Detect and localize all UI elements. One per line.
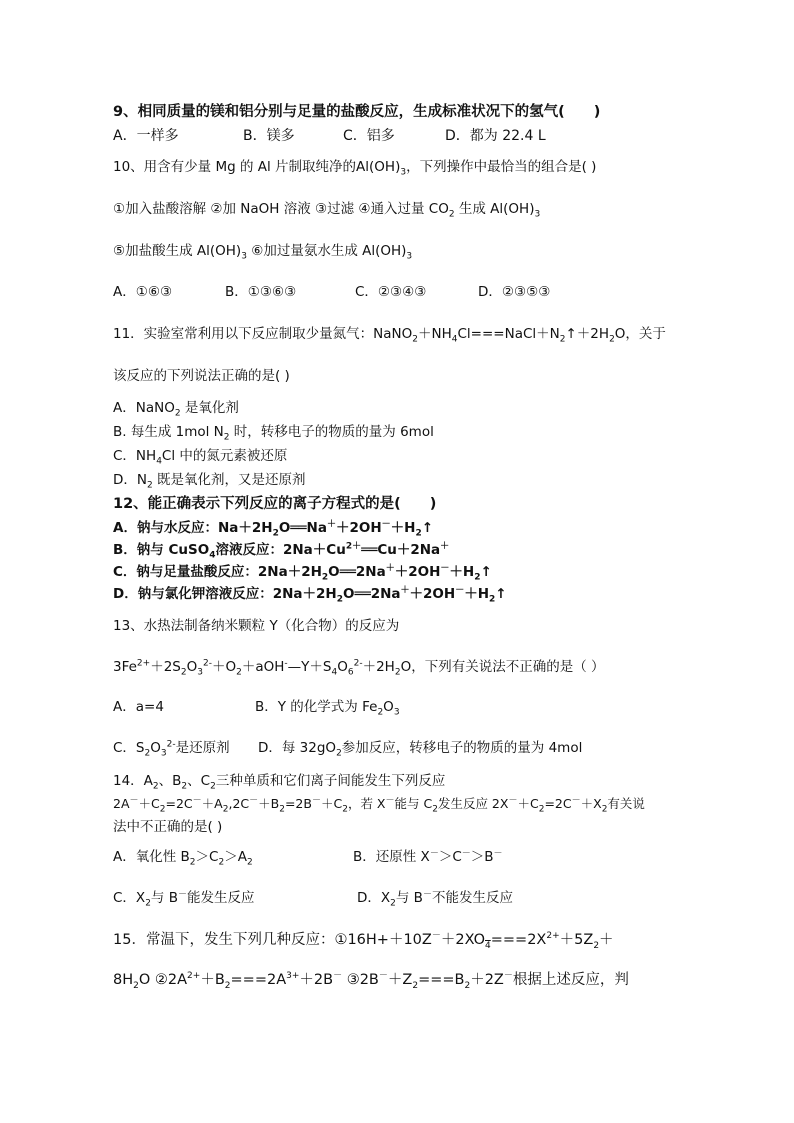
q14-stem-3: 法中不正确的是( ) [113, 819, 223, 835]
q12-option-a[interactable]: A．钠与水反应：$Na+2H_2O══Na^++2OH^-+H_2↑$ [113, 519, 434, 539]
q13-option-d[interactable]: D．每 $32gO_2$参加反应，转移电子的物质的量为 4mol [258, 740, 583, 759]
q10-stem: 10、用含有少量 Mg 的 Al 片制取纯净的$Al(OH)_3$，下列操作中最恰当的组合是( ) [113, 159, 597, 178]
q14-options-cd [113, 889, 513, 907]
q14-stem: 14．$A_2$、$B_2$、$C_2$三种单质和它们离子间能发生下列反应 [113, 773, 446, 792]
q14-option-b[interactable]: B．还原性 X－＞C－＞B－ [353, 848, 503, 865]
q13-option-b[interactable]: B．Y 的化学式为 $Fe_2O_3$ [255, 699, 400, 718]
q10-option-d[interactable]: D．②③⑤③ [478, 284, 551, 300]
q15-line-2: $8H_2O$ $②2A^{2+}+B_2===2A^{3+}+2B^-$ $③2B^-+Z_2===B_2+2Z^-$根据上述反应，判 [113, 971, 629, 991]
q9-option-a[interactable]: A．一样多 [113, 128, 179, 144]
q10-option-c[interactable]: C．②③④③ [355, 284, 427, 300]
q10-operations-1: ①加入盐酸溶解 ②加 NaOH 溶液 ③过滤 ④通入过量 $CO_2$ 生成 $Al(OH)_3$ [113, 201, 541, 220]
q13-options-ab [113, 698, 400, 716]
q9-option-d[interactable]: D．都为 22.4 L [445, 128, 546, 144]
q14-equations: $2A^-+C_2=2C^-+A_2,2C^-+B_2=2B^-+C_2$，若 X－能与 $C_2$发生反应 $2X^-+C_2=2C^-+X_2$有关说 [113, 795, 645, 815]
q11-option-b[interactable]: B. 每生成 1mol $N_2$ 时，转移电子的物质的量为 6mol [113, 424, 434, 443]
q15-line-1: 15．常温下，发生下列几种反应：$①16H++10Z^-+2XO_4===2X^{2+}+5Z_2+$ [113, 931, 614, 951]
q13-equation: $3Fe^{2+}+2S_2O_3^{2-}+O_2+aOH^-—Y+S_4O_6^{2-}+2H_2O$，下列有关说法不正确的是（ ） [113, 658, 605, 678]
q13-option-c[interactable]: C．$S_2O_3^{2-}$是还原剂 [113, 739, 230, 759]
q10-stem-text: 10、用含有少量 Mg 的 Al 片制取纯净的Al(OH) [113, 159, 401, 175]
q9-option-b[interactable]: B．镁多 [243, 128, 295, 144]
q9-stem: 9、相同质量的镁和铝分别与足量的盐酸反应，生成标准状况下的氢气( ) [113, 104, 601, 120]
q9-options [113, 127, 546, 145]
q10-options [113, 283, 550, 301]
q11-stem: 11．实验室常利用以下反应制取少量氮气：$NaNO_2+NH_4Cl===NaCl+N_2↑+2H_2O$，关于 [113, 326, 666, 345]
q14-option-a[interactable]: A．氧化性 $B_2>C_2>A_2$ [113, 849, 253, 868]
q11-option-a[interactable]: A．NaNO$_2$ 是氧化剂 [113, 400, 239, 419]
q14-option-c[interactable]: C．$X_2$与 B－能发生反应 [113, 889, 255, 909]
q11-stem-2: 该反应的下列说法正确的是( ) [113, 368, 290, 384]
q10-operations-2: ⑤加盐酸生成 $Al(OH)_3$ ⑥加过量氨水生成 $Al(OH)_3$ [113, 243, 413, 262]
q11-option-d[interactable]: D．$N_2$ 既是氧化剂，又是还原剂 [113, 472, 306, 491]
q12-option-b[interactable]: B．钠与 CuSO$_4$溶液反应：$2Na+Cu^{2+}══Cu+2Na^+$ [113, 541, 450, 561]
q10-option-b[interactable]: B．①③⑥③ [225, 284, 297, 300]
q13-option-a[interactable]: A．a=4 [113, 699, 164, 715]
q10-option-a[interactable]: A．①⑥③ [113, 284, 173, 300]
q13-stem: 13、水热法制备纳米颗粒 Y（化合物）的反应为 [113, 618, 400, 634]
xo4-subscript: 4 [485, 940, 491, 951]
q12-option-c[interactable]: C．钠与足量盐酸反应：$2Na+2H_2O══2Na^++2OH^-+H_2↑$ [113, 563, 492, 583]
q14-option-d[interactable]: D．$X_2$与 B－不能发生反应 [357, 889, 513, 909]
q14-options-ab [113, 848, 503, 866]
q9-option-c[interactable]: C．铝多 [343, 128, 395, 144]
q12-option-d[interactable]: D．钠与氯化钾溶液反应：$2Na+2H_2O══2Na^++2OH^-+H_2↑$ [113, 585, 507, 605]
q11-option-c[interactable]: C．$NH_4Cl$ 中的氮元素被还原 [113, 448, 288, 467]
q13-options-cd [113, 739, 582, 757]
q12-stem: 12、能正确表示下列反应的离子方程式的是( ) [113, 496, 437, 512]
